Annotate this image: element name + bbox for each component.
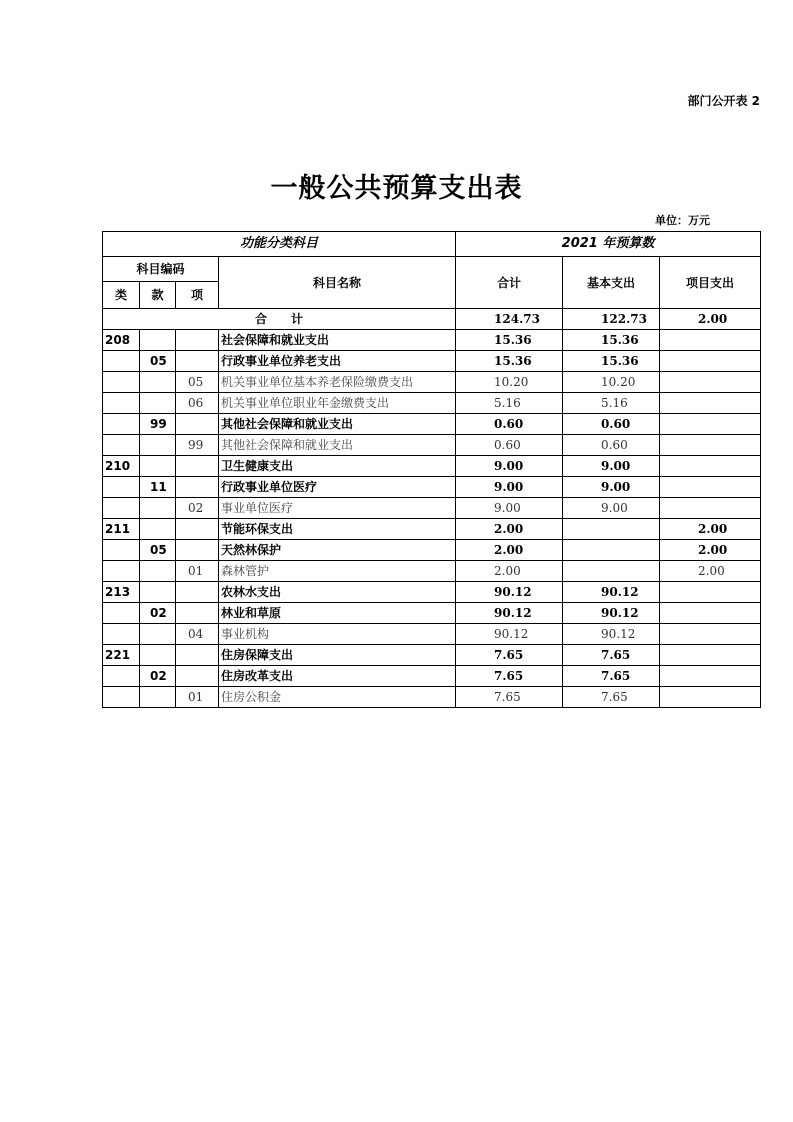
- cell-name: 住房保障支出: [219, 645, 456, 666]
- cell-total: 9.00: [456, 498, 563, 519]
- cell-lei: [103, 624, 140, 645]
- cell-project: 2.00: [660, 519, 761, 540]
- cell-lei: [103, 435, 140, 456]
- cell-kuan: 99: [140, 414, 176, 435]
- table-row: [103, 498, 761, 519]
- header-xiang: 项: [176, 282, 219, 309]
- cell-total: 90.12: [456, 582, 563, 603]
- cell-basic: 7.65: [563, 666, 660, 687]
- table-row: [103, 666, 761, 687]
- cell-lei: [103, 540, 140, 561]
- cell-total: 90.12: [456, 603, 563, 624]
- total-row: [103, 309, 761, 330]
- cell-xiang: [176, 351, 219, 372]
- cell-name: 机关事业单位职业年金缴费支出: [219, 393, 456, 414]
- page-title: 一般公共预算支出表: [270, 173, 523, 204]
- cell-lei: [103, 666, 140, 687]
- document-label: 部门公开表 2: [687, 94, 760, 108]
- cell-kuan: [140, 456, 176, 477]
- cell-project: 2.00: [660, 561, 761, 582]
- cell-project: [660, 414, 761, 435]
- cell-total: 9.00: [456, 477, 563, 498]
- cell-basic: 9.00: [563, 477, 660, 498]
- cell-project: [660, 330, 761, 351]
- cell-total: 9.00: [456, 456, 563, 477]
- cell-project: [660, 372, 761, 393]
- cell-name: 行政事业单位医疗: [219, 477, 456, 498]
- cell-basic: [563, 519, 660, 540]
- total-row-label: 合 计: [103, 309, 456, 330]
- cell-name: 节能环保支出: [219, 519, 456, 540]
- cell-project: [660, 624, 761, 645]
- cell-lei: 208: [103, 330, 140, 351]
- cell-project: [660, 645, 761, 666]
- cell-basic: 9.00: [563, 498, 660, 519]
- cell-kuan: 02: [140, 603, 176, 624]
- cell-basic: 7.65: [563, 645, 660, 666]
- header-func-category: 功能分类科目: [103, 232, 456, 257]
- cell-kuan: [140, 519, 176, 540]
- cell-total: 2.00: [456, 540, 563, 561]
- cell-total: 2.00: [456, 561, 563, 582]
- header-basic: 基本支出: [563, 257, 660, 309]
- budget-table: [102, 231, 761, 708]
- cell-name: 机关事业单位基本养老保险缴费支出: [219, 372, 456, 393]
- cell-basic: [563, 540, 660, 561]
- cell-xiang: [176, 477, 219, 498]
- cell-basic: 90.12: [563, 624, 660, 645]
- cell-lei: [103, 372, 140, 393]
- cell-kuan: 02: [140, 666, 176, 687]
- cell-name: 行政事业单位养老支出: [219, 351, 456, 372]
- cell-name: 事业单位医疗: [219, 498, 456, 519]
- cell-xiang: [176, 414, 219, 435]
- cell-name: 农林水支出: [219, 582, 456, 603]
- table-row: [103, 687, 761, 708]
- cell-total: 15.36: [456, 330, 563, 351]
- cell-xiang: [176, 582, 219, 603]
- cell-xiang: [176, 603, 219, 624]
- table-row: [103, 372, 761, 393]
- table-row: [103, 414, 761, 435]
- cell-xiang: [176, 330, 219, 351]
- cell-basic: 9.00: [563, 456, 660, 477]
- header-budget-year: 2021 年预算数: [456, 232, 761, 257]
- cell-lei: [103, 603, 140, 624]
- cell-basic: 90.12: [563, 603, 660, 624]
- cell-name: 事业机构: [219, 624, 456, 645]
- total-row-project: 2.00: [660, 309, 761, 330]
- cell-xiang: [176, 519, 219, 540]
- total-row-total: 124.73: [456, 309, 563, 330]
- cell-kuan: [140, 645, 176, 666]
- cell-lei: [103, 393, 140, 414]
- cell-kuan: 05: [140, 351, 176, 372]
- cell-kuan: [140, 687, 176, 708]
- cell-total: 2.00: [456, 519, 563, 540]
- cell-kuan: [140, 582, 176, 603]
- table-row: [103, 519, 761, 540]
- table-row: [103, 435, 761, 456]
- cell-xiang: 05: [176, 372, 219, 393]
- cell-lei: [103, 477, 140, 498]
- table-row: [103, 624, 761, 645]
- cell-lei: [103, 351, 140, 372]
- cell-lei: [103, 561, 140, 582]
- cell-total: 0.60: [456, 414, 563, 435]
- cell-project: [660, 477, 761, 498]
- cell-xiang: [176, 666, 219, 687]
- cell-xiang: 01: [176, 687, 219, 708]
- cell-lei: [103, 498, 140, 519]
- cell-basic: 5.16: [563, 393, 660, 414]
- cell-xiang: [176, 645, 219, 666]
- header-total: 合计: [456, 257, 563, 309]
- cell-kuan: 05: [140, 540, 176, 561]
- cell-xiang: 06: [176, 393, 219, 414]
- table-row: [103, 330, 761, 351]
- cell-name: 其他社会保障和就业支出: [219, 414, 456, 435]
- cell-basic: 0.60: [563, 435, 660, 456]
- table-row: [103, 477, 761, 498]
- cell-kuan: 11: [140, 477, 176, 498]
- header-subject-name: 科目名称: [219, 257, 456, 309]
- cell-total: 7.65: [456, 687, 563, 708]
- cell-lei: 221: [103, 645, 140, 666]
- cell-project: [660, 435, 761, 456]
- cell-total: 10.20: [456, 372, 563, 393]
- cell-xiang: 02: [176, 498, 219, 519]
- table-row: [103, 456, 761, 477]
- cell-basic: 0.60: [563, 414, 660, 435]
- cell-project: [660, 582, 761, 603]
- table-row: [103, 561, 761, 582]
- header-project: 项目支出: [660, 257, 761, 309]
- table-row: [103, 351, 761, 372]
- cell-kuan: [140, 372, 176, 393]
- cell-lei: [103, 414, 140, 435]
- cell-kuan: [140, 498, 176, 519]
- cell-project: [660, 393, 761, 414]
- cell-xiang: 99: [176, 435, 219, 456]
- cell-basic: 90.12: [563, 582, 660, 603]
- cell-project: [660, 603, 761, 624]
- cell-basic: 15.36: [563, 351, 660, 372]
- cell-lei: [103, 687, 140, 708]
- table-row: [103, 582, 761, 603]
- cell-name: 住房公积金: [219, 687, 456, 708]
- cell-project: [660, 351, 761, 372]
- cell-xiang: [176, 540, 219, 561]
- header-lei: 类: [103, 282, 140, 309]
- cell-project: [660, 456, 761, 477]
- cell-project: [660, 687, 761, 708]
- cell-total: 7.65: [456, 645, 563, 666]
- header-kuan: 款: [140, 282, 176, 309]
- cell-name: 林业和草原: [219, 603, 456, 624]
- cell-total: 5.16: [456, 393, 563, 414]
- table-row: [103, 540, 761, 561]
- cell-project: 2.00: [660, 540, 761, 561]
- table-row: [103, 645, 761, 666]
- cell-total: 7.65: [456, 666, 563, 687]
- cell-name: 天然林保护: [219, 540, 456, 561]
- cell-name: 住房改革支出: [219, 666, 456, 687]
- cell-basic: [563, 561, 660, 582]
- cell-basic: 10.20: [563, 372, 660, 393]
- header-subject-code: 科目编码: [103, 257, 219, 282]
- cell-kuan: [140, 624, 176, 645]
- cell-name: 森林管护: [219, 561, 456, 582]
- cell-xiang: [176, 456, 219, 477]
- cell-total: 0.60: [456, 435, 563, 456]
- cell-kuan: [140, 330, 176, 351]
- cell-lei: 213: [103, 582, 140, 603]
- cell-lei: 211: [103, 519, 140, 540]
- table-row: [103, 603, 761, 624]
- total-row-basic: 122.73: [563, 309, 660, 330]
- cell-kuan: [140, 393, 176, 414]
- table-row: [103, 393, 761, 414]
- cell-lei: 210: [103, 456, 140, 477]
- cell-name: 卫生健康支出: [219, 456, 456, 477]
- cell-kuan: [140, 435, 176, 456]
- cell-total: 90.12: [456, 624, 563, 645]
- cell-xiang: 01: [176, 561, 219, 582]
- unit-label: 单位：万元: [655, 214, 710, 227]
- cell-project: [660, 498, 761, 519]
- cell-name: 其他社会保障和就业支出: [219, 435, 456, 456]
- cell-basic: 7.65: [563, 687, 660, 708]
- cell-project: [660, 666, 761, 687]
- cell-xiang: 04: [176, 624, 219, 645]
- cell-basic: 15.36: [563, 330, 660, 351]
- cell-name: 社会保障和就业支出: [219, 330, 456, 351]
- cell-total: 15.36: [456, 351, 563, 372]
- cell-kuan: [140, 561, 176, 582]
